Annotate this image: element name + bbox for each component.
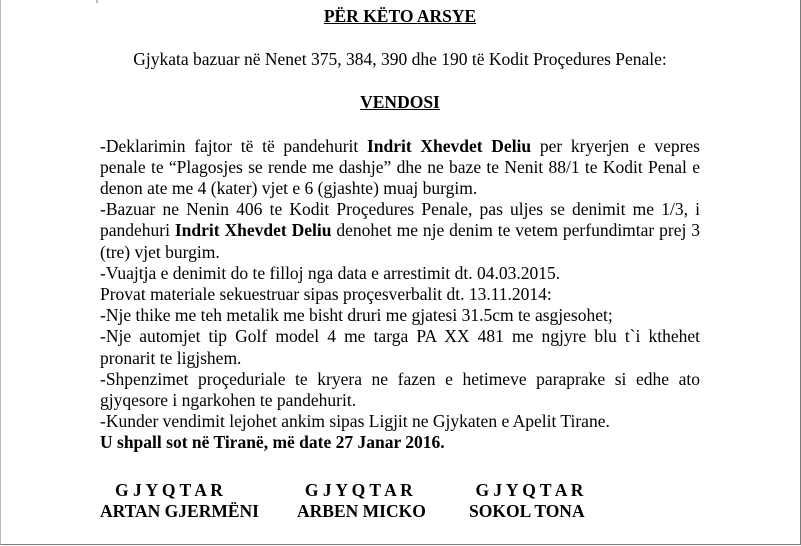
judge-title: G J Y Q T A R (475, 479, 584, 500)
paragraph-evidence: Provat materiale sekuestruar sipas proçesverbalit dt. 13.11.2014: (100, 284, 552, 305)
legal-basis: Gjykata bazuar në Nenet 375, 384, 390 dhe 190 të Kodit Proçedures Penale: (133, 49, 667, 70)
judge-title: G J Y Q T A R (304, 479, 413, 500)
paragraph-sentence-start: -Vuajtja e denimit do te filloj nga data e arrestimit dt. 04.03.2015. (100, 262, 561, 283)
judge-name: SOKOL TONA (469, 500, 585, 521)
paragraph-verdict (100, 136, 700, 200)
closing-line: U shpall sot në Tiranë, më date 27 Janar 2016. (100, 432, 445, 453)
paragraph-vehicle: -Nje automjet tip Golf model 4 me targa PA XX 481 me ngjyre blu t`i kthehet pronarit te ligjshem. (100, 326, 700, 368)
heading: PËR KËTO ARSYE (323, 6, 477, 26)
ruler-mark (96, 0, 98, 3)
paragraph-reduction (100, 199, 700, 263)
paragraph-expenses: -Shpenzimet proçeduriale te kryera ne fazen e hetimeve paraprake si edhe ato gjyqesore i ngarkohen te pandehurit. (100, 368, 700, 411)
paragraph-text: -Deklarimin fajtor të të pandehurit (100, 135, 367, 156)
paragraph-appeal: -Kunder vendimit lejohet ankim sipas Ligjit ne Gjykaten e Apelit Tirane. (100, 411, 610, 432)
judge-name: ARBEN MICKO (297, 500, 426, 521)
judges-names-row (100, 501, 620, 522)
judge-title: G J Y Q T A R (115, 479, 223, 500)
judge-name: ARTAN GJERMËNI (100, 500, 259, 521)
decision-title: VENDOSI (360, 92, 440, 113)
paragraph-text: -Bazuar ne Nenin 406 te Kodit Proçedures Penale, pas uljes se denimit me 1/3, i pandehuri (100, 199, 700, 241)
paragraph-knife: -Nje thike me teh metalik me bisht druri me gjatesi 31.5cm te asgjesohet; (100, 305, 613, 326)
document-body[interactable] (100, 6, 700, 522)
defendant-name: Indrit Xhevdet Deliu (366, 135, 532, 156)
paragraph-text: per kryerjen e vepres penale te “Plagosjes se rende me dashje” dhe ne baze te Nenit 88/1 te Kodit Penal e denon ate me 4 (kater) vjet e 6 (gjashte) muaj burgim. (100, 135, 700, 199)
judges-titles-row (100, 480, 620, 501)
defendant-name: Indrit Xhevdet Deliu (174, 220, 332, 241)
paragraph-text: denohet me nje denim te vetem perfundimtar prej 3 (tre) vjet burgim. (100, 220, 700, 262)
